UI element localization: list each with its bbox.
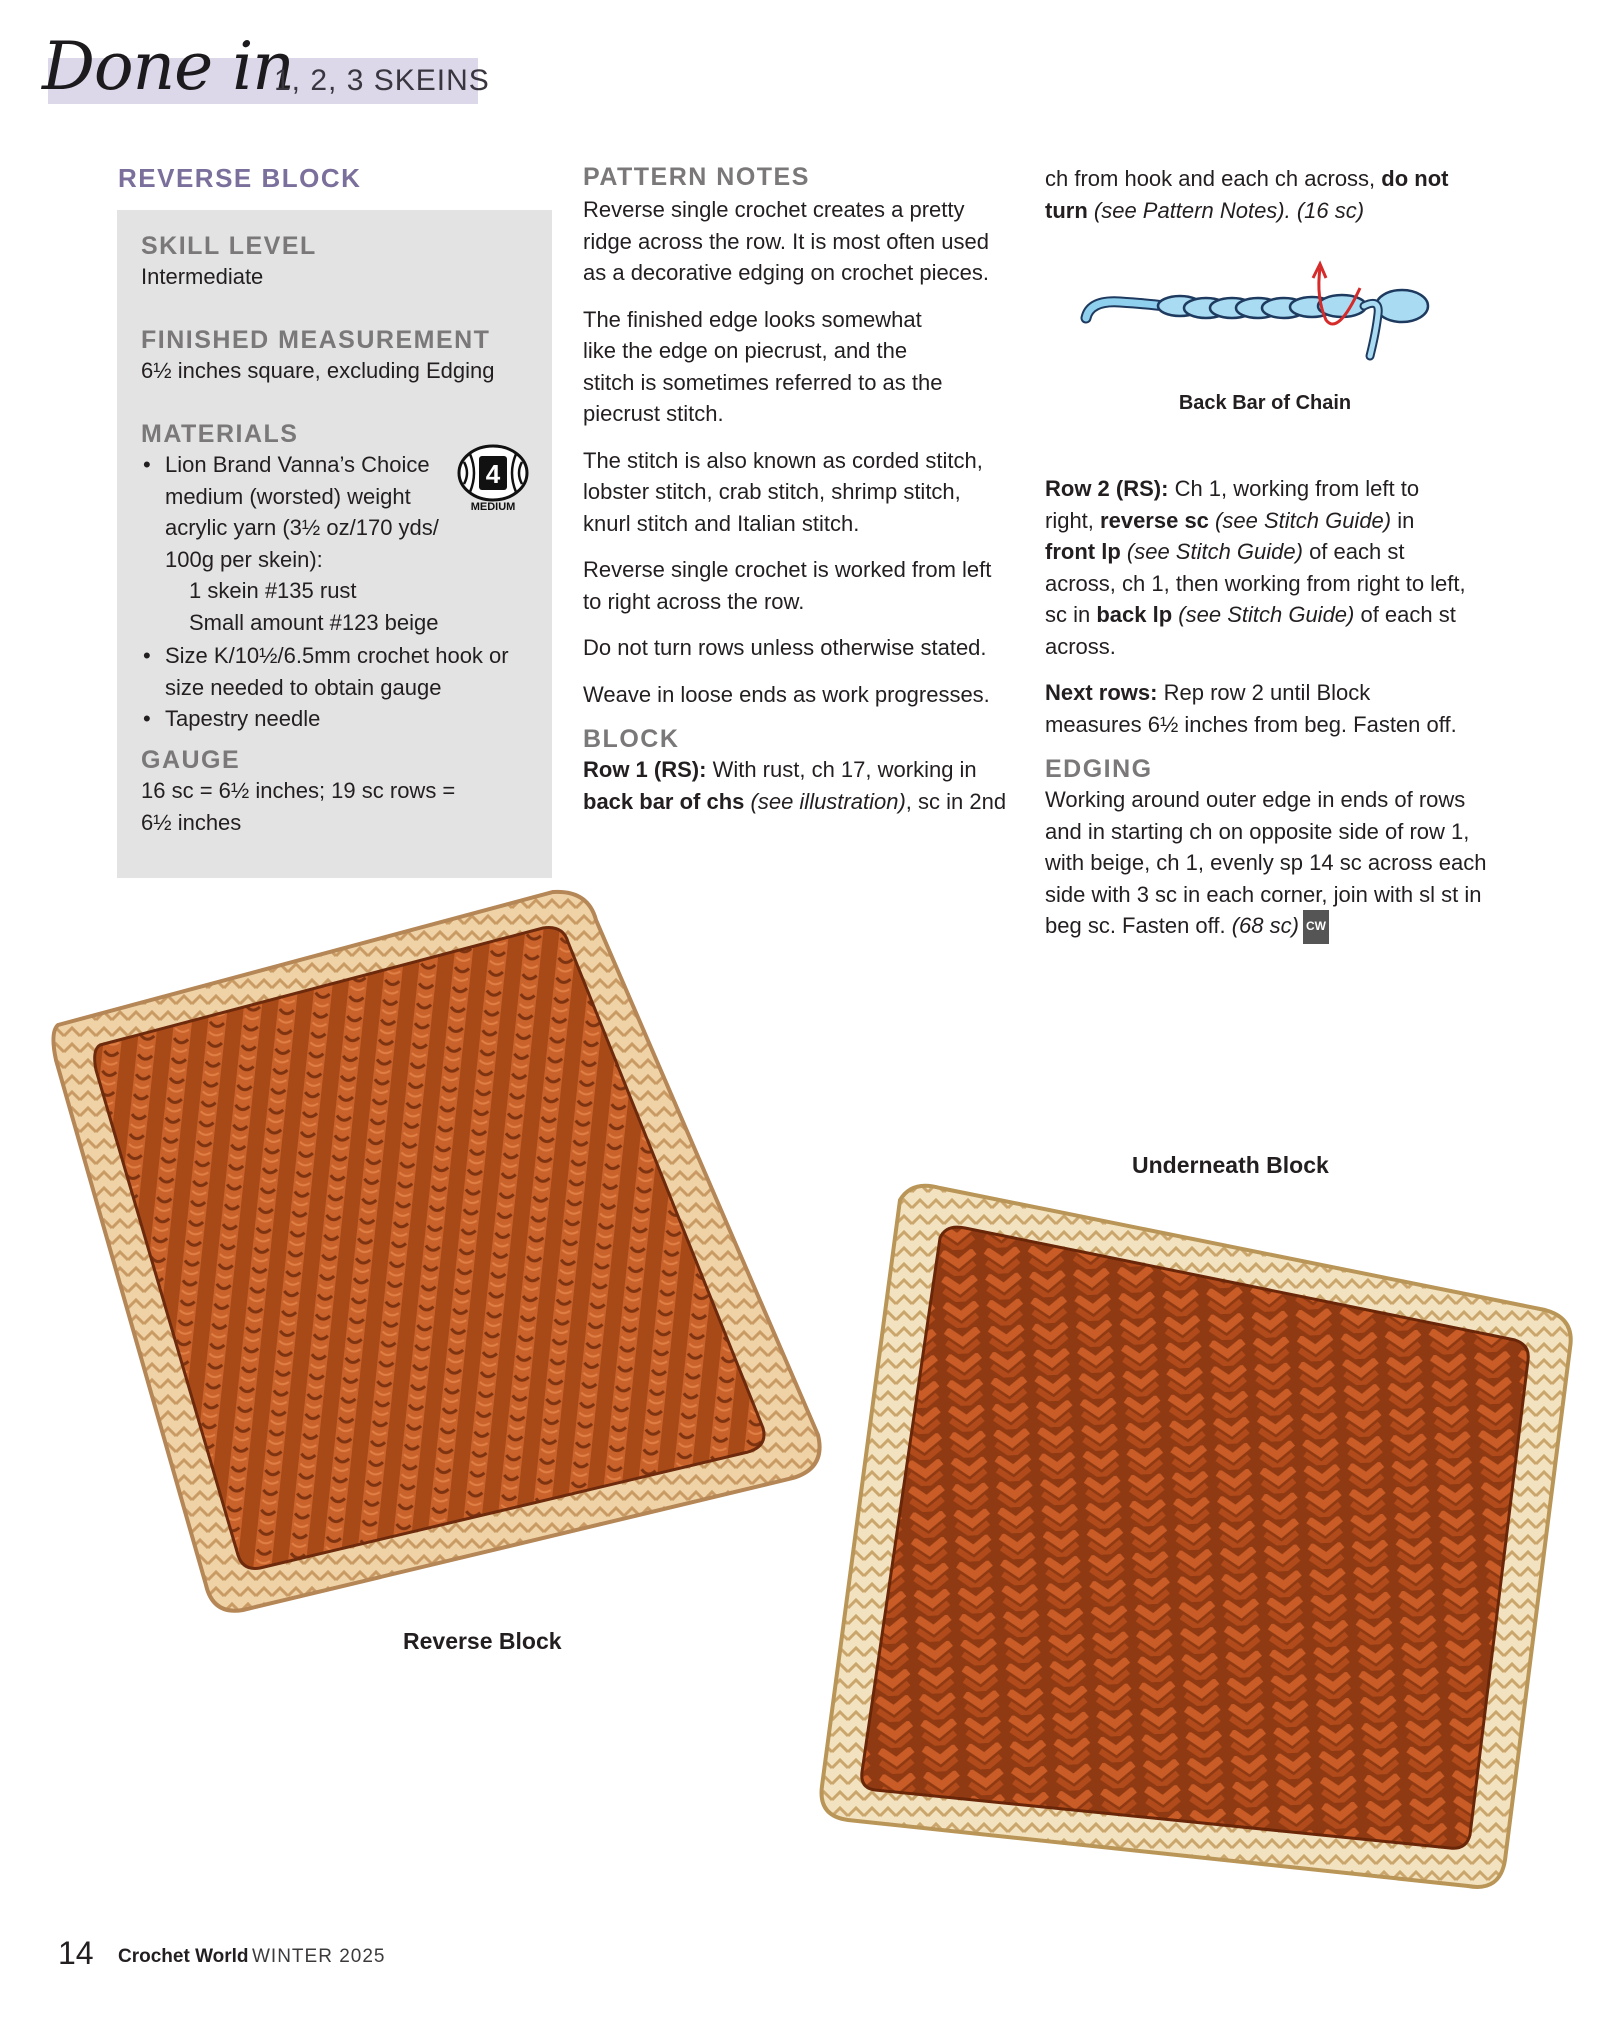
note-paragraph: Reverse single crochet creates a pretty ridge across the row. It is most often used as a decorative edging on crochet pieces. [583,197,990,285]
note-paragraph: Weave in loose ends as work progresses. [583,681,990,707]
cw-badge: CW [1303,910,1329,944]
page-number: 14 [58,1935,94,1971]
material-hook: • Size K/10½/6.5mm crochet hook or size needed to obtain gauge [141,640,536,703]
gauge-heading: GAUGE [141,746,241,774]
pattern-notes-heading: PATTERN NOTES [583,163,810,191]
row2-text: of each st across, ch 1, then working from right to left, sc in [1045,539,1466,627]
section-title: REVERSE BLOCK [118,163,362,193]
row2-italic: (see Stitch Guide) [1172,602,1355,627]
row2-text: Ch 1, working from left to right, [1045,476,1420,533]
cont-italic: (see Pattern Notes). (16 sc) [1087,197,1365,223]
row1-text: With rust, ch 17, working in [706,757,977,782]
materials-heading: MATERIALS [141,420,299,448]
photo2-caption: Underneath Block [1132,1152,1329,1178]
next-rows-text: Rep row 2 until Block measures 6½ inches from beg. Fasten off. [1045,680,1457,737]
illustration-caption: Back Bar of Chain [1178,392,1352,414]
magazine-name: Crochet World [118,1946,249,1967]
cont-text: ch from hook and each ch across, [1045,166,1382,191]
row2-italic: (see Stitch Guide) [1120,539,1303,564]
material-yarn-rust: 1 skein #135 rust [189,578,357,603]
row1-instruction [583,754,1008,817]
skill-level-heading: SKILL LEVEL [141,232,317,260]
material-needle: • Tapestry needle [141,703,536,735]
row1-text-end: , sc in 2nd [905,788,1007,814]
row2-text: in [1391,507,1415,533]
row2-instruction [1045,473,1470,662]
edging-count: (68 sc) [1231,913,1299,938]
yarn-weight-label: MEDIUM [470,501,516,512]
gauge-value: 16 sc = 6½ inches; 19 sc rows = 6½ inches [141,778,456,835]
photo1-caption: Reverse Block [403,1628,562,1654]
row1-continuation [1045,163,1465,226]
issue-label: WINTER 2025 [252,1946,386,1967]
note-paragraph: The finished edge looks somewhat like the edge on piecrust, and the stitch is sometimes referred to as the piecrust stitch. [583,306,943,426]
cont-bold: do not turn [1045,166,1449,223]
row1-bold: back bar of chs [583,788,745,814]
row2-text: of each st across. [1045,602,1456,659]
header-subtitle: 1, 2, 3 SKEINS [274,64,490,97]
material-yarn: • Lion Brand Vanna’s Choice medium (worsted) weight acrylic yarn (3½ oz/170 yds/ 100g per skein): [141,449,451,575]
edging-instruction [1045,784,1490,944]
pattern-notes-column [583,163,1008,817]
header-script-title: Done in [42,28,294,105]
finished-measurement-heading: FINISHED MEASUREMENT [141,326,491,354]
row2-label: Row 2 (RS): [1045,476,1169,501]
sidebar-box [117,210,552,878]
row2-bold: reverse sc [1100,507,1209,533]
reverse-block-photo [48,880,838,1620]
edging-text: Working around outer edge in ends of rows and in starting ch on opposite side of row 1, with beige, ch 1, evenly sp 14 sc across each side with 3 sc in each corner, join with sl st in beg sc. Fasten off. [1045,787,1487,938]
edging-heading: EDGING [1045,755,1153,783]
next-rows-label: Next rows: [1045,680,1158,705]
row2-bold: front lp [1045,539,1121,564]
block-heading: BLOCK [583,725,680,753]
underneath-block-photo [800,1180,1580,1900]
row2-bold: back lp [1096,602,1173,627]
row2-italic: (see Stitch Guide) [1208,507,1392,533]
yarn-weight-icon [456,442,530,512]
note-paragraph: The stitch is also known as corded stitch, lobster stitch, crab stitch, shrimp stitch, knurl stitch and Italian stitch. [583,447,983,536]
note-paragraph: Do not turn rows unless otherwise stated. [583,635,987,660]
note-paragraph: Reverse single crochet is worked from left to right across the row. [583,557,992,614]
skill-level-value: Intermediate [141,264,264,289]
row1-italic: (see illustration) [744,788,906,814]
yarn-weight-number: 4 [485,459,501,489]
material-yarn-beige: Small amount #123 beige [189,609,439,635]
row1-label: Row 1 (RS): [583,757,707,782]
finished-measurement-value: 6½ inches square, excluding Edging [141,358,495,383]
next-rows-instruction [1045,677,1470,740]
chain-illustration [1080,258,1450,370]
